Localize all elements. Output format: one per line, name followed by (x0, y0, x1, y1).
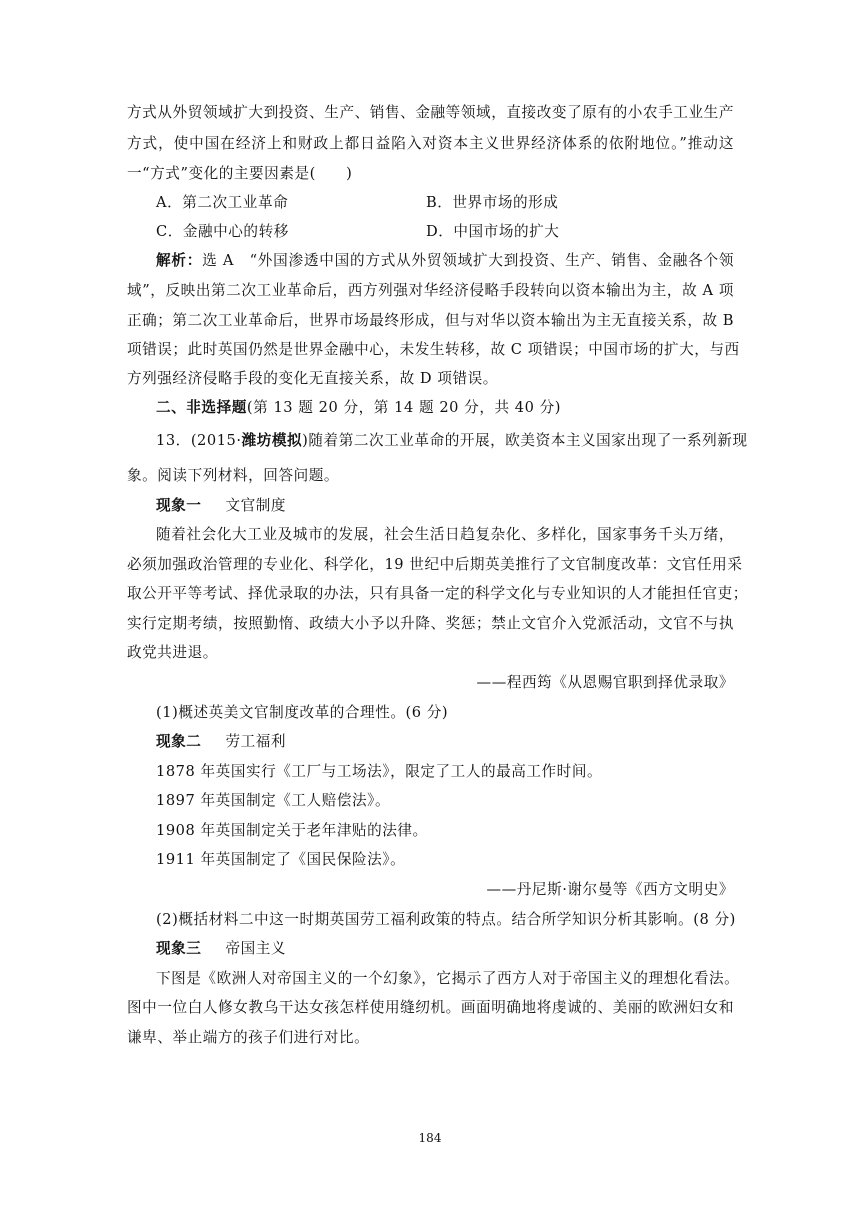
q12-stem-line-2: 方式，使中国在经济上和财政上都日益陷入对资本主义世界经济体系的依附地位。”推动这 (127, 135, 734, 152)
q12-option-d: D．中国市场的扩大 (426, 223, 560, 240)
p2-item-2: 1897 年英国制定《工人赔偿法》。 (156, 792, 391, 809)
q12-stem-line-1: 方式从外贸领域扩大到投资、生产、销售、金融等领域，直接改变了原有的小农手工业生产 (127, 104, 734, 121)
p3-text-line-2: 图中一位白人修女教乌干达女孩怎样使用缝纫机。画面明确地将虔诚的、美丽的欧洲妇女和 (127, 999, 734, 1016)
q12-option-a: A．第二次工业革命 (156, 194, 289, 211)
q13-intro-line-2: 象。阅读下列材料，回答问题。 (127, 467, 340, 484)
p1-text-line-2: 必须加强政治管理的专业化、科学化，19 世纪中后期英美推行了文官制度改革：文官任用采 (127, 556, 743, 573)
phenomenon-3-title: 帝国主义 (225, 940, 287, 957)
section-2-title: 二、非选择题 (156, 399, 247, 416)
sub-question-2: (2)概括材料二中这一时期英国劳工福利政策的特点。结合所学知识分析其影响。(8 分) (156, 911, 736, 928)
phenomenon-2-label: 现象二 (156, 733, 202, 750)
p2-source: ——丹尼斯·谢尔曼等《西方文明史》 (486, 881, 734, 898)
phenomenon-1-heading (156, 496, 734, 516)
q12-option-c: C．金融中心的转移 (156, 223, 289, 240)
p2-item-1: 1878 年英国实行《工厂与工场法》，限定了工人的最高工作时间。 (156, 763, 603, 780)
q12-stem-line-3: 一“方式”变化的主要因素是( ) (127, 165, 353, 182)
section-2-heading (156, 398, 734, 418)
analysis-text-1: 选 A “外国渗透中国的方式从外贸领域扩大到投资、生产、销售、金融各个领 (202, 252, 734, 269)
phenomenon-2-title: 劳工福利 (225, 733, 287, 750)
sub-question-1: (1)概述英美文官制度改革的合理性。(6 分) (156, 704, 449, 721)
q13-source: 潍坊模拟 (241, 432, 303, 449)
section-2-note: (第 13 题 20 分，第 14 题 20 分，共 40 分) (246, 399, 562, 416)
p3-text-line-3: 谦卑、举止端方的孩子们进行对比。 (127, 1029, 370, 1046)
p2-item-3: 1908 年英国制定关于老年津贴的法律。 (156, 822, 428, 839)
p1-text-line-3: 取公开平等考试、择优录取的办法，只有具备一定的科学文化与专业知识的人才能担任官吏； (127, 585, 748, 602)
q13-intro-text: )随着第二次工业革命的开展，欧美资本主义国家出现了一系列新现 (302, 432, 748, 449)
phenomenon-1-title: 文官制度 (225, 497, 287, 514)
phenomenon-2-heading (156, 732, 734, 752)
p2-item-4: 1911 年英国制定了《国民保险法》。 (156, 851, 406, 868)
q12-analysis-line-3: 正确；第二次工业革命后，世界市场最终形成，但与对华以资本输出为主无直接关系，故 B (127, 312, 735, 329)
q12-analysis-line-4: 项错误；此时英国仍然是世界金融中心，未发生转移，故 C 项错误；中国市场的扩大，与西 (127, 341, 740, 358)
phenomenon-3-label: 现象三 (156, 940, 202, 957)
q12-analysis-line-1 (156, 251, 734, 271)
phenomenon-3-heading (156, 939, 734, 959)
analysis-label: 解析： (156, 252, 203, 269)
p1-text-line-5: 政党共进退。 (127, 644, 218, 661)
page-number: 184 (418, 1131, 442, 1145)
p1-source: ——程西筠《从恩赐官职到择优录取》 (476, 674, 734, 691)
q12-analysis-line-2: 域”，反映出第二次工业革命后，西方列强对华经济侵略手段转向以资本输出为主，故 A 项 (127, 282, 734, 299)
p3-text-line-1: 下图是《欧洲人对帝国主义的一个幻象》，它揭示了西方人对于帝国主义的理想化看法。 (156, 970, 740, 987)
q13-intro-line-1 (156, 431, 748, 451)
p1-text-line-1: 随着社会化大工业及城市的发展，社会生活日趋复杂化、多样化，国家事务千头万绪， (156, 526, 734, 543)
q13-number: 13．(2015· (156, 432, 242, 449)
phenomenon-1-label: 现象一 (156, 497, 202, 514)
p1-text-line-4: 实行定期考绩，按照勤惰、政绩大小予以升降、奖惩；禁止文官介入党派活动，文官不与执 (127, 615, 734, 632)
q12-analysis-line-5: 方列强经济侵略手段的变化无直接关系，故 D 项错误。 (127, 370, 498, 387)
q12-option-b: B．世界市场的形成 (426, 194, 559, 211)
